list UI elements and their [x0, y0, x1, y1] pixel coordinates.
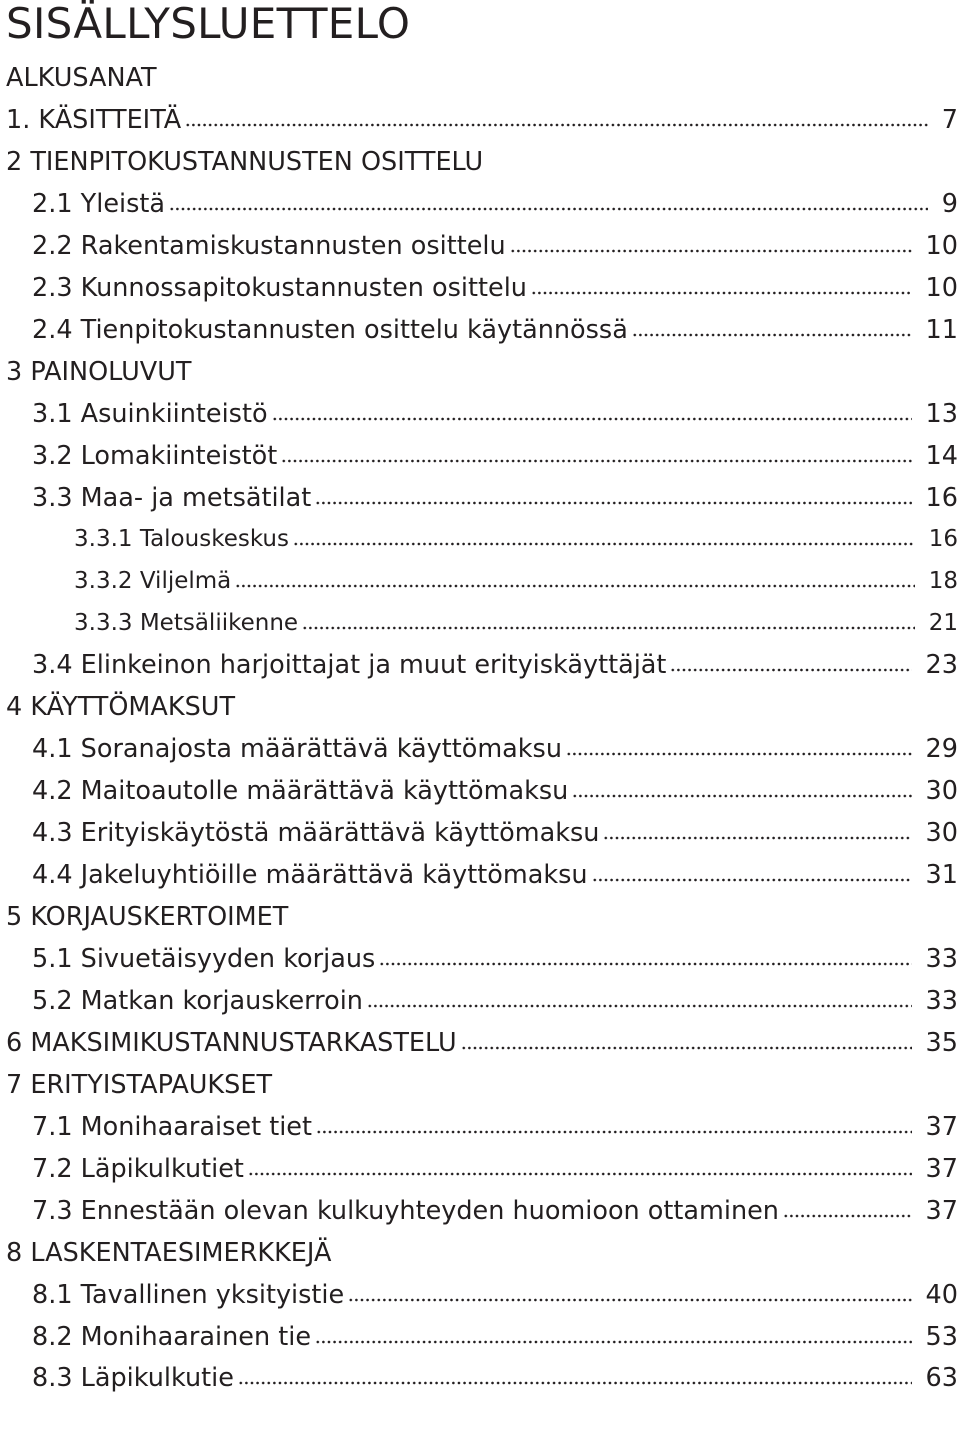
toc-entry-page-number: 23 — [925, 650, 958, 681]
dot-leader — [315, 500, 911, 506]
toc-entry-page-number: 35 — [925, 1027, 958, 1058]
toc-entry-page-number: 37 — [925, 1153, 958, 1184]
dot-leader — [235, 583, 914, 589]
dot-leader — [670, 667, 911, 673]
dot-leader — [248, 1171, 912, 1177]
toc-entry — [0, 438, 960, 474]
toc-entry — [0, 647, 960, 683]
dot-leader — [302, 625, 915, 631]
toc-entry-label: 8 LASKENTAESIMERKKEJÄ — [6, 1237, 332, 1268]
dot-leader — [367, 1003, 912, 1009]
toc-entry — [0, 60, 960, 96]
toc-entry — [0, 270, 960, 306]
toc-entry-label: ALKUSANAT — [6, 63, 157, 93]
toc-entry-page-number: 10 — [925, 230, 958, 261]
toc-entry-label: 5.1 Sivuetäisyyden korjaus — [32, 943, 376, 974]
toc-entry-label: 3.3.1 Talouskeskus — [74, 526, 289, 553]
dot-leader — [185, 122, 928, 128]
toc-entry-label: 1. KÄSITTEITÄ — [6, 104, 182, 135]
toc-entry — [0, 144, 960, 180]
toc-entry-label: 8.2 Monihaarainen tie — [32, 1321, 312, 1352]
toc-entry-label: 2.3 Kunnossapitokustannusten osittelu — [32, 272, 527, 303]
toc-entry — [0, 1319, 960, 1355]
dot-leader — [531, 290, 912, 296]
dot-leader — [632, 332, 912, 338]
toc-entry — [0, 1025, 960, 1061]
dot-leader — [316, 1129, 912, 1135]
toc-entry — [0, 186, 960, 222]
toc-entry-label: 3.3.3 Metsäliikenne — [74, 610, 299, 637]
toc-entry-page-number: 30 — [925, 818, 958, 849]
toc-entry — [0, 689, 960, 725]
dot-leader — [592, 877, 912, 883]
toc-entry-label: 4.4 Jakeluyhtiöille määrättävä käyttömaksu — [32, 860, 588, 891]
dot-leader — [348, 1297, 911, 1303]
toc-entry-page-number: 13 — [925, 398, 958, 429]
toc-entry-label: 2 TIENPITOKUSTANNUSTEN OSITTELU — [6, 146, 484, 177]
toc-entry — [0, 1235, 960, 1271]
toc-entry — [0, 480, 960, 516]
dot-leader — [461, 1045, 912, 1051]
toc-entry — [0, 563, 960, 599]
toc-entry-label: 3.4 Elinkeinon harjoittajat ja muut erityiskäyttäjät — [32, 650, 667, 681]
toc-entry — [0, 857, 960, 893]
toc-entry-page-number: 10 — [925, 272, 958, 303]
toc-entry-page-number: 37 — [925, 1195, 958, 1226]
toc-entry-label: 4.2 Maitoautolle määrättävä käyttömaksu — [32, 776, 569, 807]
toc-entry-page-number: 16 — [925, 482, 958, 513]
toc-entry — [0, 605, 960, 641]
toc-entry — [0, 731, 960, 767]
toc-entry — [0, 815, 960, 851]
toc-entry-label: 3.1 Asuinkiinteistö — [32, 398, 268, 429]
toc-entry-page-number: 16 — [928, 526, 958, 553]
toc-entry-label: 4 KÄYTTÖMAKSUT — [6, 692, 236, 723]
toc-entry — [0, 354, 960, 390]
toc-entry-label: 4.1 Soranajosta määrättävä käyttömaksu — [32, 734, 563, 765]
toc-entry-page-number: 21 — [928, 610, 958, 637]
toc-entry-label: 6 MAKSIMIKUSTANNUSTARKASTELU — [6, 1027, 457, 1058]
toc-entry — [0, 1109, 960, 1145]
toc-entry-label: 5 KORJAUSKERTOIMET — [6, 902, 289, 932]
dot-leader — [566, 751, 912, 757]
toc-entry-page-number: 53 — [925, 1321, 958, 1352]
toc-entry-page-number: 31 — [925, 860, 958, 891]
dot-leader — [783, 1213, 912, 1219]
toc-entry-label: 2.4 Tienpitokustannusten osittelu käytännössä — [32, 314, 628, 345]
toc-entry-page-number: 7 — [941, 104, 958, 135]
toc-entry-page-number: 18 — [928, 568, 958, 595]
toc-entry — [0, 102, 960, 138]
toc-entry — [0, 1067, 960, 1103]
toc-entry-label: 7.2 Läpikulkutiet — [32, 1153, 244, 1184]
toc-entry-page-number: 14 — [925, 440, 958, 471]
toc-entry — [0, 521, 960, 557]
toc-entry-page-number: 33 — [925, 943, 958, 974]
dot-leader — [238, 1380, 912, 1386]
toc-entry-label: 4.3 Erityiskäytöstä määrättävä käyttömaksu — [32, 818, 600, 849]
page-title: SISÄLLYSLUETTELO — [6, 0, 411, 48]
toc-entry-label: 3.3 Maa- ja metsätilat — [32, 482, 312, 513]
dot-leader — [293, 541, 915, 547]
toc-entry — [0, 1277, 960, 1313]
toc-entry-label: 8.1 Tavallinen yksityistie — [32, 1279, 345, 1310]
toc-entry-label: 8.3 Läpikulkutie — [32, 1363, 234, 1394]
toc-entry-page-number: 9 — [941, 188, 958, 219]
toc-entry-label: 3.3.2 Viljelmä — [74, 568, 232, 595]
toc-entry — [0, 1151, 960, 1187]
toc-entry — [0, 941, 960, 977]
toc-entry — [0, 396, 960, 432]
dot-leader — [603, 835, 911, 841]
toc-entry-label: 7 ERITYISTAPAUKSET — [6, 1069, 273, 1100]
toc-entry-page-number: 33 — [925, 985, 958, 1016]
dot-leader — [510, 248, 912, 254]
toc-entry-label: 3.2 Lomakiinteistöt — [32, 440, 278, 471]
toc-entry-label: 2.2 Rakentamiskustannusten osittelu — [32, 230, 506, 261]
dot-leader — [272, 416, 912, 422]
toc-entry — [0, 899, 960, 935]
toc-entry-label: 3 PAINOLUVUT — [6, 356, 192, 387]
dot-leader — [572, 793, 911, 799]
toc-entry-page-number: 37 — [925, 1111, 958, 1142]
toc-entry-page-number: 63 — [925, 1363, 958, 1394]
toc-entry-label: 7.3 Ennestään olevan kulkuyhteyden huomioon ottaminen — [32, 1195, 779, 1226]
toc-entry — [0, 312, 960, 348]
toc-entry — [0, 1193, 960, 1229]
dot-leader — [315, 1339, 912, 1345]
toc-entry — [0, 983, 960, 1019]
toc-entry — [0, 1360, 960, 1396]
toc-entry-page-number: 30 — [925, 776, 958, 807]
toc-entry-page-number: 11 — [925, 314, 958, 345]
dot-leader — [281, 458, 911, 464]
toc-entry — [0, 228, 960, 264]
toc-entry-label: 7.1 Monihaaraiset tiet — [32, 1111, 312, 1142]
toc-entry-label: 5.2 Matkan korjauskerroin — [32, 985, 363, 1016]
toc-entry-page-number: 40 — [925, 1279, 958, 1310]
toc-entry — [0, 773, 960, 809]
dot-leader — [169, 206, 928, 212]
dot-leader — [379, 961, 911, 967]
toc-entry-page-number: 29 — [925, 734, 958, 765]
toc-entry-label: 2.1 Yleistä — [32, 188, 166, 219]
